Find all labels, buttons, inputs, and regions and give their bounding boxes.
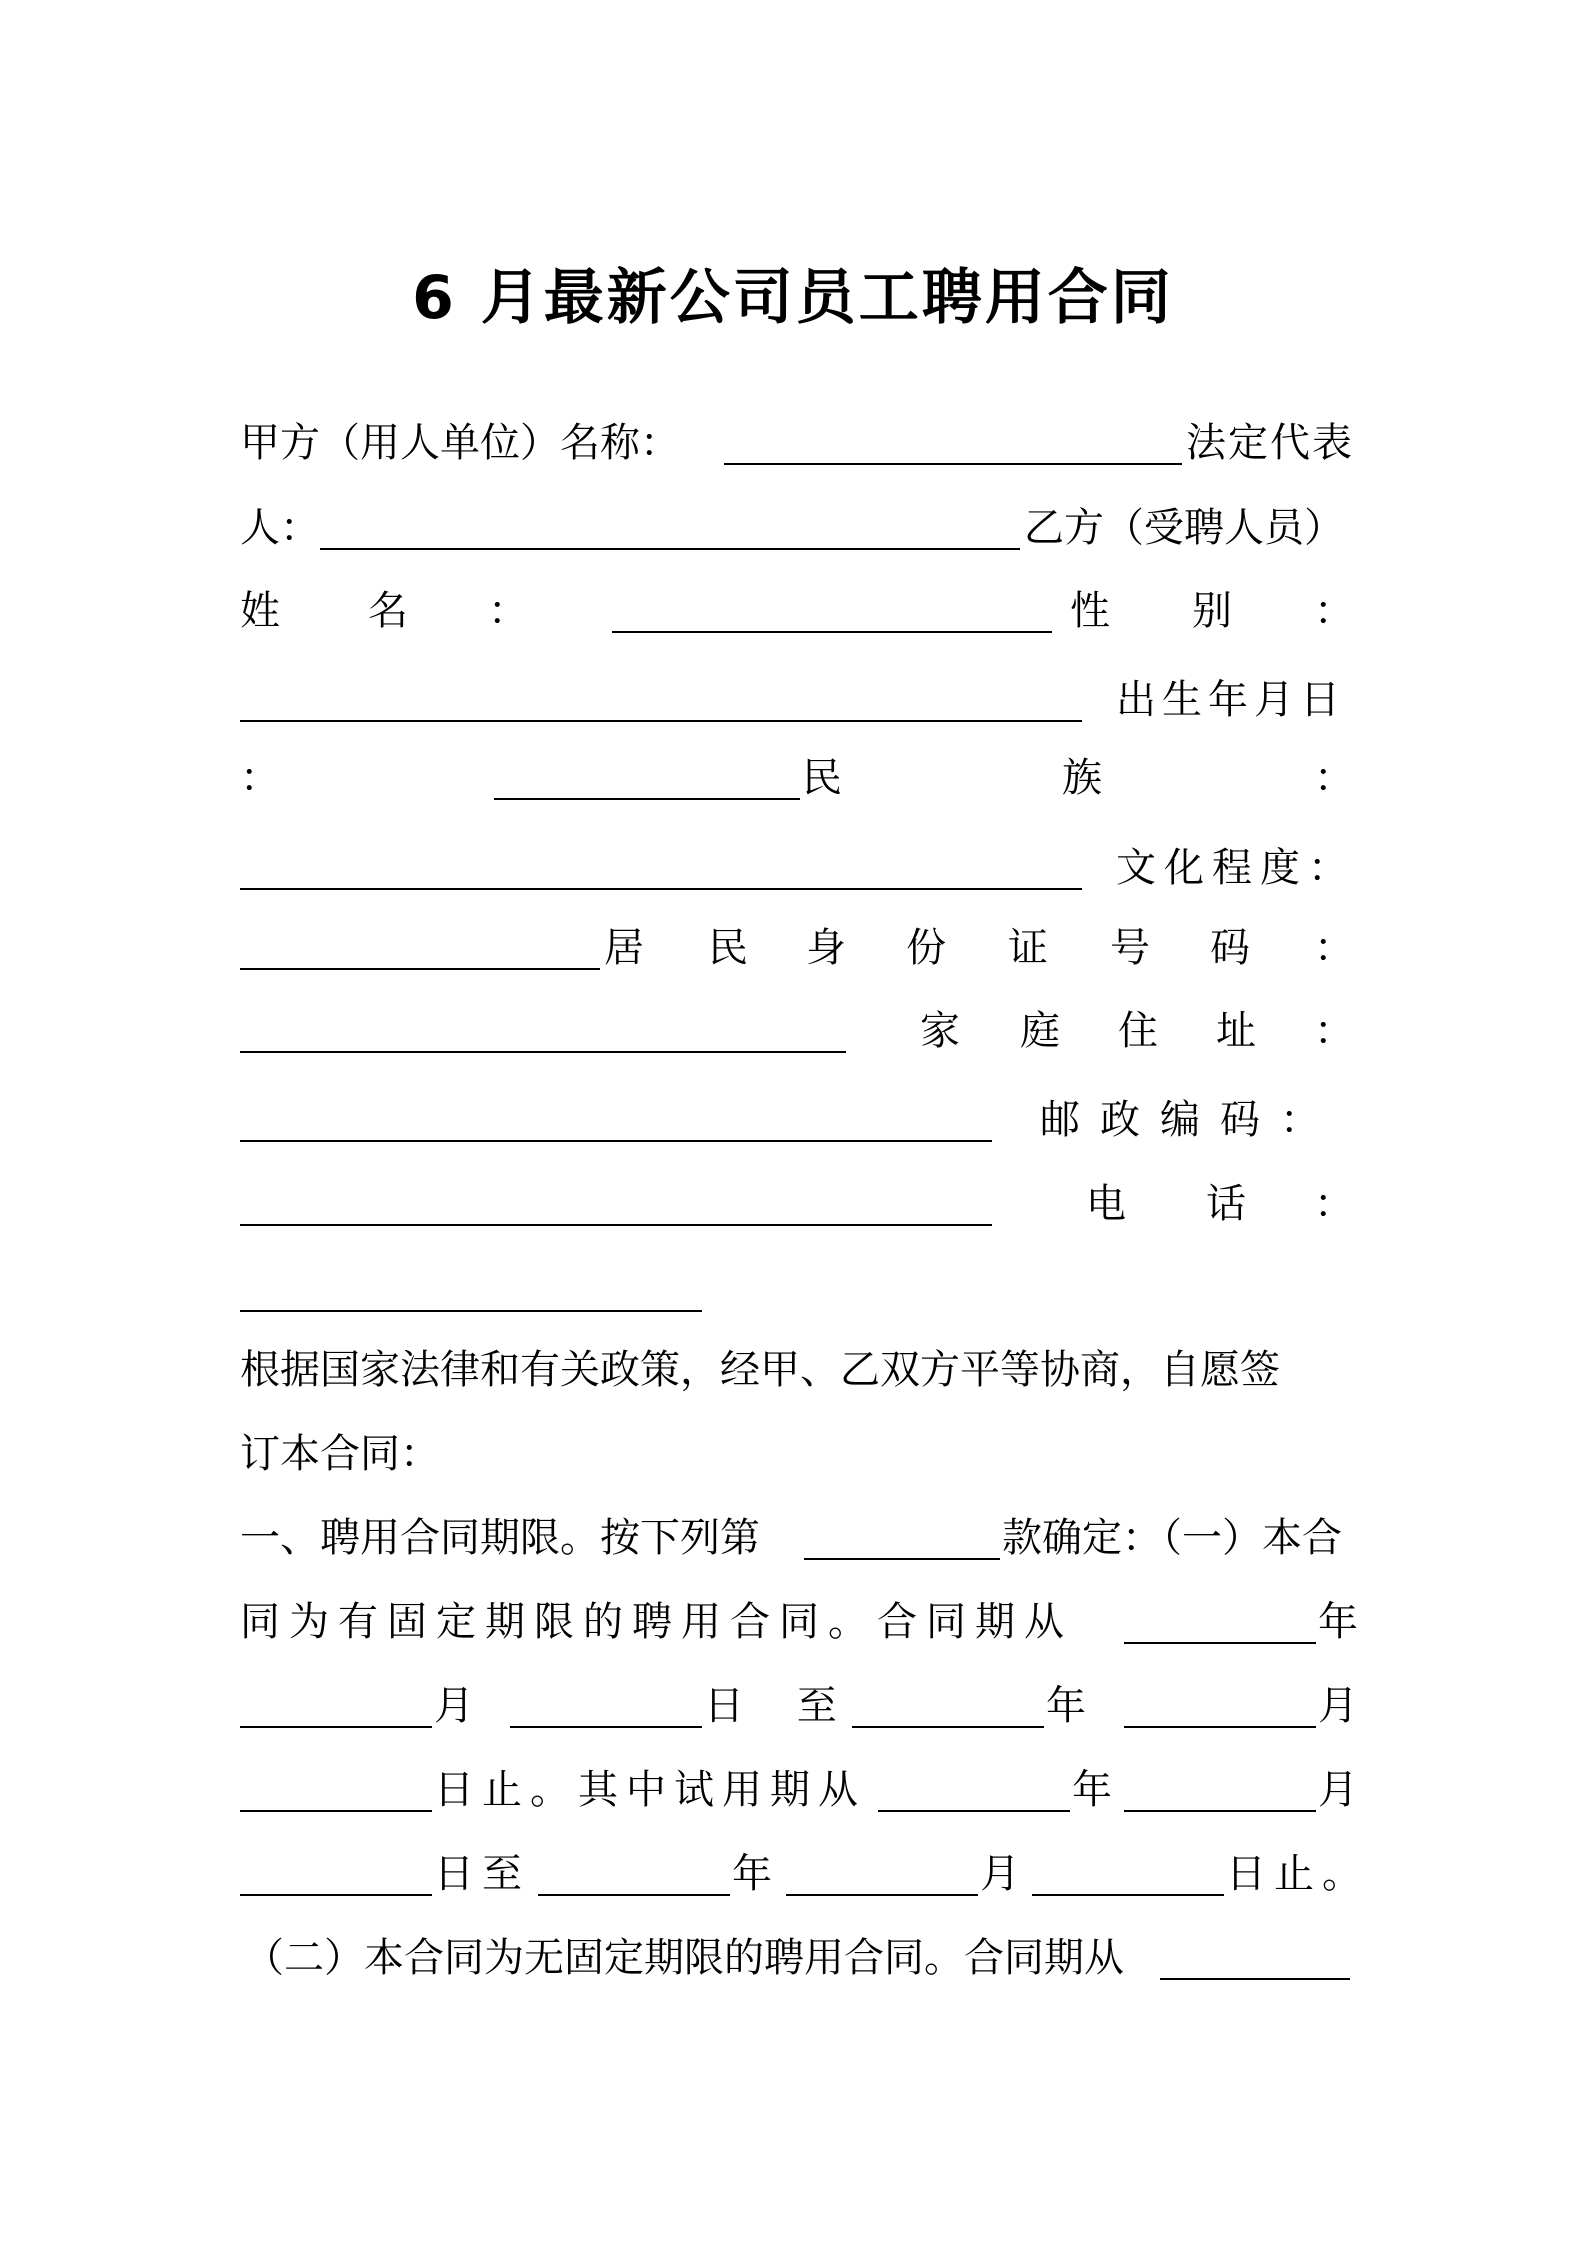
id-label-char5: 证 (1008, 925, 1048, 971)
line-birth-ethnic (240, 750, 1354, 806)
probation-start-year-blank[interactable] (878, 1810, 1070, 1812)
party-a-name-blank[interactable] (724, 463, 1182, 465)
phone-label-char1: 电 (1086, 1181, 1126, 1227)
probation-end-day-label: 日止。 (1226, 1851, 1370, 1897)
birth-date-colon: ： (240, 755, 280, 801)
preamble-text-1: 根据国家法律和有关政策，经甲、乙双方平等协商，自愿签 (240, 1347, 1280, 1393)
line-name-gender (240, 583, 1354, 639)
education-blank[interactable] (240, 968, 600, 970)
probation-text: 日止。其中试用期从 (434, 1767, 866, 1813)
fixed-start-year-blank[interactable] (1124, 1642, 1316, 1644)
id-label-char3: 身 (806, 925, 846, 971)
probation-to-label: 日至 (434, 1851, 530, 1897)
party-b-label: 乙方（受聘人员） (1024, 505, 1344, 551)
document-title: 6 月最新公司员工聘用合同 (412, 263, 1174, 333)
birth-date-blank[interactable] (494, 798, 800, 800)
fixed-end-month-label: 月 (1318, 1683, 1358, 1729)
address-label-char4: 址 (1216, 1008, 1256, 1054)
education-label: 文化程度： (1116, 845, 1356, 891)
fixed-start-month-label: 月 (434, 1683, 474, 1729)
fixed-start-day-to-label: 日 至 (704, 1683, 857, 1729)
gender-label-char2: 别 (1192, 588, 1232, 634)
term-line3 (240, 1678, 1358, 1734)
line-education (240, 840, 1356, 896)
id-number-blank[interactable] (240, 1051, 846, 1053)
line-gender-blank (240, 672, 1350, 728)
address-label-colon: ： (1314, 1008, 1354, 1054)
probation-end-year-blank[interactable] (538, 1894, 730, 1896)
postcode-label: 邮政编码： (1040, 1097, 1340, 1143)
id-label-char6: 号 (1110, 925, 1150, 971)
term-option-blank[interactable] (804, 1558, 1000, 1560)
name-label-colon: ： (488, 588, 528, 634)
fixed-start-year-label: 年 (1318, 1599, 1358, 1645)
fixed-end-year-blank[interactable] (852, 1726, 1044, 1728)
line-legal-rep (240, 500, 1350, 556)
id-label-char2: 民 (708, 925, 748, 971)
name-label-char1: 姓 (240, 588, 280, 634)
fixed-start-day-blank[interactable] (510, 1726, 702, 1728)
legal-rep-label-part2: 人： (240, 505, 320, 551)
preamble-line1 (240, 1342, 1350, 1398)
id-label-colon: ： (1314, 925, 1354, 971)
ethnicity-label-colon: ： (1314, 755, 1354, 801)
postcode-blank[interactable] (240, 1224, 992, 1226)
fixed-end-day-blank[interactable] (240, 1810, 432, 1812)
line-id-number (240, 920, 1354, 976)
probation-end-month-blank[interactable] (786, 1894, 978, 1896)
preamble-text-2: 订本合同： (240, 1431, 440, 1477)
fixed-term-text: 同为有固定期限的聘用合同。合同期从 (240, 1599, 1073, 1645)
term-line4 (240, 1762, 1358, 1818)
open-ended-term-text: （二）本合同为无固定期限的聘用合同。合同期从 (244, 1935, 1124, 1981)
name-blank[interactable] (612, 631, 1052, 633)
id-label-char7: 码 (1210, 925, 1250, 971)
gender-label-char1: 性 (1070, 588, 1110, 634)
address-label-char3: 住 (1118, 1008, 1158, 1054)
line-address (240, 1003, 1354, 1059)
phone-label-colon: ： (1314, 1181, 1354, 1227)
preamble-line2 (240, 1426, 1350, 1482)
probation-end-day-blank[interactable] (1032, 1894, 1224, 1896)
term-line1 (240, 1510, 1350, 1566)
address-blank[interactable] (240, 1140, 992, 1142)
open-ended-start-blank[interactable] (1160, 1978, 1350, 1980)
birth-date-label: 出生年月日 (1116, 677, 1346, 723)
probation-start-year-label: 年 (1072, 1767, 1112, 1813)
phone-blank[interactable] (240, 1310, 702, 1312)
probation-start-month-label: 月 (1318, 1767, 1358, 1813)
phone-label-char2: 话 (1206, 1181, 1246, 1227)
line-party-a (240, 415, 1354, 471)
id-label-char1: 居 (604, 925, 644, 971)
gender-label-colon: ： (1314, 588, 1354, 634)
legal-rep-blank[interactable] (320, 548, 1020, 550)
probation-start-day-blank[interactable] (240, 1894, 432, 1896)
term-line6 (240, 1930, 1350, 1986)
probation-end-year-label: 年 (732, 1851, 772, 1897)
address-label-char2: 庭 (1020, 1008, 1060, 1054)
address-label-char1: 家 (920, 1008, 960, 1054)
probation-end-month-label: 月 (980, 1851, 1020, 1897)
id-label-char4: 份 (906, 925, 946, 971)
line-postcode (240, 1092, 1350, 1148)
term-heading: 一、聘用合同期限。按下列第 (240, 1515, 760, 1561)
name-label-char2: 名 (368, 588, 408, 634)
ethnicity-blank[interactable] (240, 888, 1082, 890)
fixed-start-month-blank[interactable] (240, 1726, 432, 1728)
legal-rep-label-part1: 法定代表 (1186, 420, 1354, 466)
party-a-name-label: 甲方（用人单位）名称： (240, 420, 680, 466)
ethnicity-label-char2: 族 (1062, 755, 1102, 801)
gender-blank[interactable] (240, 720, 1082, 722)
fixed-end-year-label: 年 (1046, 1683, 1086, 1729)
term-option-text: 款确定：（一）本合 (1002, 1515, 1342, 1561)
term-line5 (240, 1846, 1370, 1902)
probation-start-month-blank[interactable] (1124, 1810, 1316, 1812)
fixed-end-month-blank[interactable] (1124, 1726, 1316, 1728)
ethnicity-label-char1: 民 (802, 755, 842, 801)
line-phone (240, 1176, 1354, 1232)
term-line2 (240, 1594, 1358, 1650)
line-phone-blank (240, 1262, 1350, 1318)
